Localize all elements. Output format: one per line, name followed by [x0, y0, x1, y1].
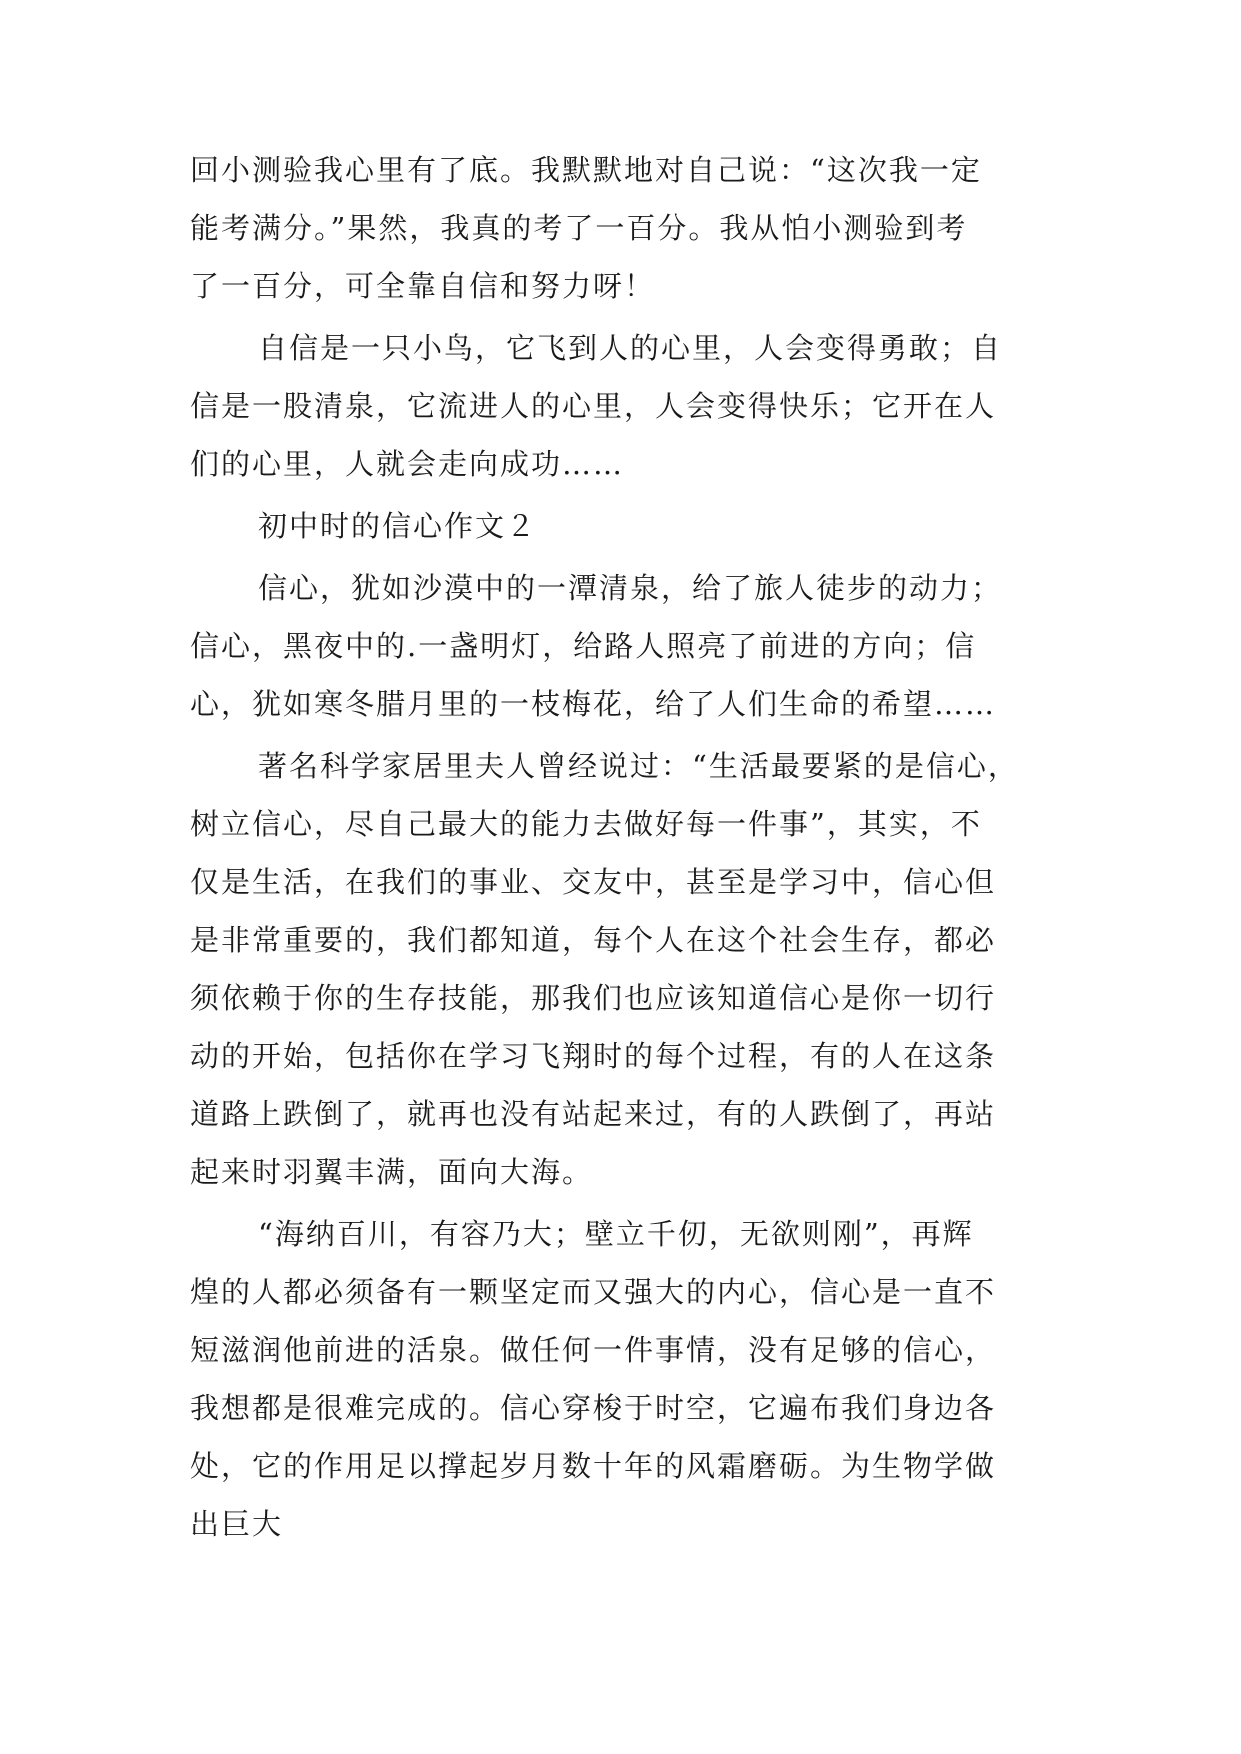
text-line-content: 们的心里，人就会走向成功…… [190, 447, 625, 481]
text-line-content: 处，它的作用足以撑起岁月数十年的风霜磨砺。为生物学做 [190, 1449, 997, 1483]
text-line-content: 短滋润他前进的活泉。做任何一件事情，没有足够的信心， [190, 1333, 997, 1367]
text-line-content: 须依赖于你的生存技能，那我们也应该知道信心是你一切行 [190, 981, 997, 1015]
text-line-content: 动的开始，包括你在学习飞翔时的每个过程，有的人在这条 [190, 1039, 997, 1073]
text-line-content: 是非常重要的，我们都知道，每个人在这个社会生存，都必 [190, 923, 997, 957]
text-line-content: 煌的人都必须备有一颗坚定而又强大的内心，信心是一直不 [190, 1275, 997, 1309]
text-line-content: 信心，黑夜中的.一盏明灯，给路人照亮了前进的方向；信 [190, 629, 977, 663]
text-line-content: 我想都是很难完成的。信心穿梭于时空，它遍布我们身边各 [190, 1391, 997, 1425]
text-line-content: “海纳百川，有容乃大；壁立千仞，无欲则刚”，再辉 [258, 1217, 974, 1251]
text-line-content: 了一百分，可全靠自信和努力呀！ [190, 269, 656, 303]
text-line-content: 道路上跌倒了，就再也没有站起来过，有的人跌倒了，再站 [190, 1097, 997, 1131]
section-heading-text: 初中时的信心作文２ [258, 509, 538, 543]
text-line-content: 能考满分。”果然，我真的考了一百分。我从怕小测验到考 [190, 211, 968, 245]
text-line-content: 著名科学家居里夫人曾经说过：“生活最要紧的是信心， [258, 749, 1019, 783]
text-line-content: 信心，犹如沙漠中的一潭清泉，给了旅人徒步的动力； [258, 571, 1003, 605]
text-line-content: 信是一股清泉，它流进人的心里，人会变得快乐；它开在人 [190, 389, 997, 423]
text-line-content: 出巨大 [190, 1507, 284, 1541]
text-line-content: 自信是一只小鸟，它飞到人的心里，人会变得勇敢；自 [258, 331, 1003, 365]
text-line-content: 回小测验我心里有了底。我默默地对自己说：“这次我一定 [190, 153, 982, 187]
text-line-content: 心，犹如寒冬腊月里的一枝梅花，给了人们生命的希望…… [190, 687, 997, 721]
text-line-content: 起来时羽翼丰满，面向大海。 [190, 1155, 594, 1189]
text-line-content: 仅是生活，在我们的事业、交友中，甚至是学习中，信心但 [190, 865, 997, 899]
text-line-content: 树立信心，尽自己最大的能力去做好每一件事”，其实，不 [190, 807, 982, 841]
